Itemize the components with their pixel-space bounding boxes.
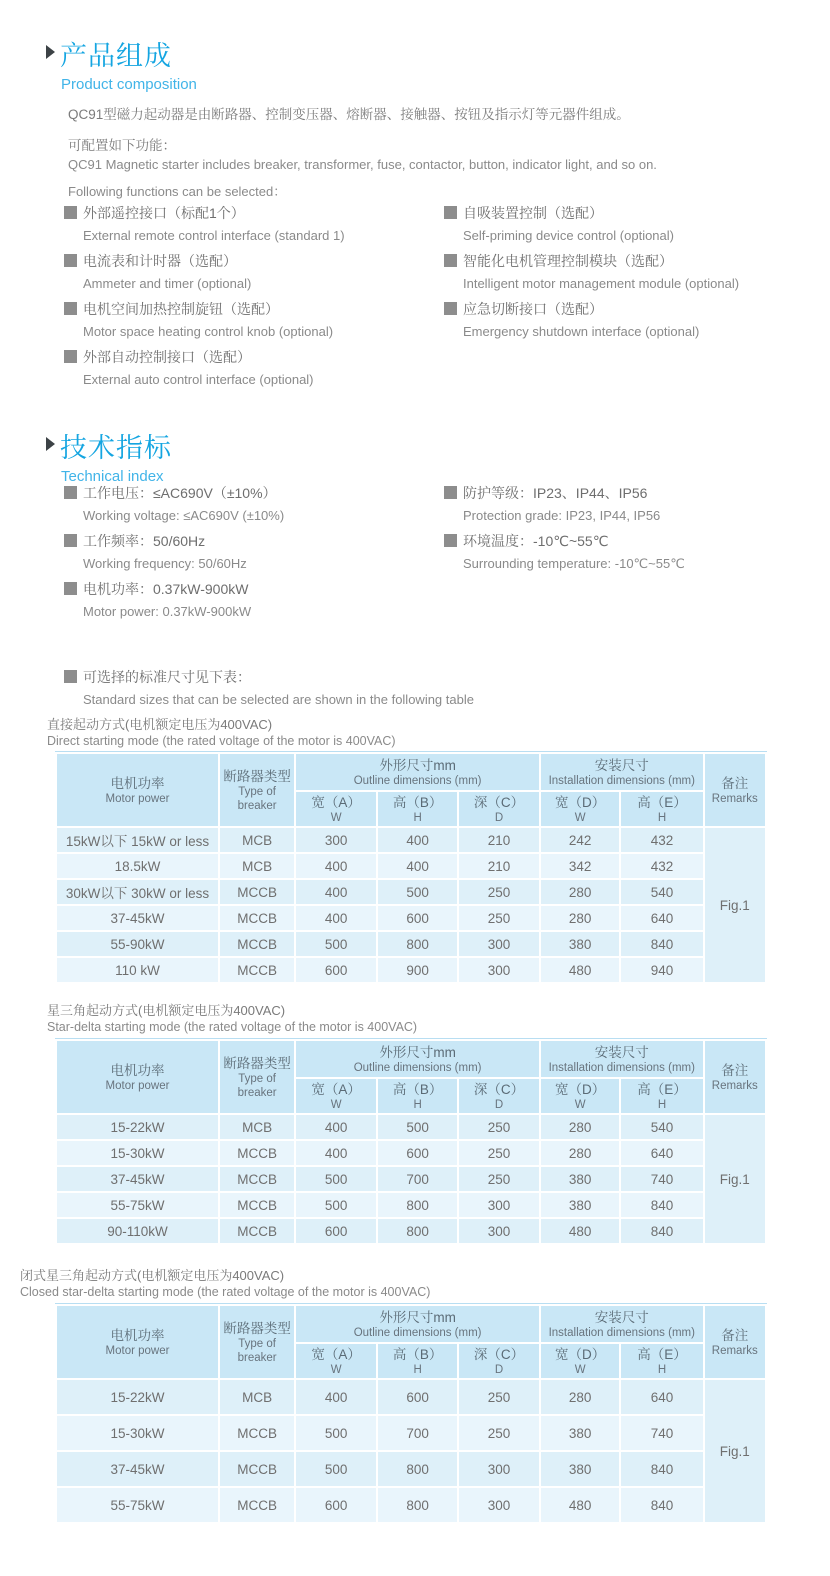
subcol-H: 高（E） H xyxy=(621,1079,702,1113)
table-cell: 15kW以下 15kW or less xyxy=(57,828,218,852)
table-block-star-delta xyxy=(0,1002,767,1245)
subcol-W: 宽（A） W xyxy=(296,1344,376,1378)
section-arrow-icon xyxy=(46,437,55,451)
table-cell: 55-90kW xyxy=(57,932,218,956)
table-row xyxy=(57,932,765,956)
table-cell: 280 xyxy=(541,1115,619,1139)
bullet-square-icon xyxy=(64,582,77,595)
section-arrow-icon xyxy=(46,45,55,59)
col-breaker-type: 断路器类型 Type of breaker xyxy=(220,754,294,826)
spec-item xyxy=(64,530,444,574)
dimensions-table xyxy=(55,751,767,984)
col-breaker-type: 断路器类型 Type of breaker xyxy=(220,1306,294,1378)
table-row xyxy=(57,854,765,878)
table-cell: MCB xyxy=(220,1380,294,1414)
table-cell: MCCB xyxy=(220,1452,294,1486)
spec-item-zh: 电机功率：0.37kW-900kW xyxy=(83,581,249,597)
table-cell: 55-75kW xyxy=(57,1488,218,1522)
table-cell: 30kW以下 30kW or less xyxy=(57,880,218,904)
table-cell: MCCB xyxy=(220,1193,294,1217)
table-cell: 342 xyxy=(541,854,619,878)
table-row xyxy=(57,828,765,852)
table-cell: 90-110kW xyxy=(57,1219,218,1243)
table-cell: 600 xyxy=(296,1488,376,1522)
col-outline-dimensions: 外形尺寸mm Outline dimensions (mm) xyxy=(296,1306,539,1342)
table-cell: MCCB xyxy=(220,1219,294,1243)
table-cell: 900 xyxy=(378,958,457,982)
table-caption-zh: 直接起动方式(电机额定电压为400VAC) xyxy=(47,717,273,732)
remarks-cell: Fig.1 xyxy=(705,1380,765,1522)
table-cell: 500 xyxy=(378,880,457,904)
table-cell: 500 xyxy=(296,1416,376,1450)
feature-item-zh: 自吸装置控制（选配） xyxy=(463,205,603,221)
table-cell: 250 xyxy=(459,880,539,904)
subcol-D: 深（C） D xyxy=(459,792,539,826)
table-row xyxy=(57,958,765,982)
bullet-square-icon xyxy=(444,206,457,219)
table-cell: 300 xyxy=(459,1452,539,1486)
table-row xyxy=(57,1488,765,1522)
table-caption-en: Closed star-delta starting mode (the rated voltage of the motor is 400VAC) xyxy=(20,1285,431,1299)
table-cell: 500 xyxy=(378,1115,457,1139)
table-cell: 500 xyxy=(296,1452,376,1486)
feature-item xyxy=(64,202,444,246)
remarks-cell: Fig.1 xyxy=(705,1115,765,1243)
feature-list-left xyxy=(64,202,444,394)
table-row xyxy=(57,1452,765,1486)
table-cell: 110 kW xyxy=(57,958,218,982)
table-cell: 15-30kW xyxy=(57,1141,218,1165)
table-cell: 250 xyxy=(459,1115,539,1139)
table-row xyxy=(57,1141,765,1165)
subcol-W: 宽（A） W xyxy=(296,1079,376,1113)
composition-paragraph: QC91型磁力起动器是由断路器、控制变压器、熔断器、接触器、按钮及指示灯等元器件组成。 xyxy=(68,106,630,122)
col-remarks: 备注 Remarks xyxy=(705,1306,765,1378)
bullet-square-icon xyxy=(444,254,457,267)
composition-paragraph: 可配置如下功能： xyxy=(68,137,176,153)
table-cell: 500 xyxy=(296,1193,376,1217)
dimensions-table xyxy=(55,1303,767,1524)
col-outline-dimensions: 外形尺寸mm Outline dimensions (mm) xyxy=(296,754,539,790)
table-cell: 432 xyxy=(621,854,702,878)
table-cell: 210 xyxy=(459,828,539,852)
table-cell: 250 xyxy=(459,1167,539,1191)
feature-item-zh: 电流表和计时器（选配） xyxy=(83,253,237,269)
bullet-square-icon xyxy=(64,206,77,219)
table-cell: 840 xyxy=(621,1452,702,1486)
table-cell: 540 xyxy=(621,1115,702,1139)
table-cell: 600 xyxy=(378,906,457,930)
bullet-square-icon xyxy=(64,486,77,499)
table-cell: 300 xyxy=(459,1488,539,1522)
table-cell: 37-45kW xyxy=(57,906,218,930)
table-cell: 600 xyxy=(296,958,376,982)
table-block-direct-starting xyxy=(0,716,767,984)
table-cell: 700 xyxy=(378,1167,457,1191)
bullet-square-icon xyxy=(444,534,457,547)
subcol-W: 宽（D） W xyxy=(541,1344,619,1378)
table-cell: MCCB xyxy=(220,1488,294,1522)
dimensions-table xyxy=(55,1038,767,1245)
spec-item xyxy=(444,482,824,526)
table-cell: 300 xyxy=(296,828,376,852)
table-row xyxy=(57,1193,765,1217)
table-cell: 640 xyxy=(621,906,702,930)
table-row xyxy=(57,1115,765,1139)
standard-sizes-note xyxy=(64,666,474,713)
table-cell: 432 xyxy=(621,828,702,852)
table-cell: 15-22kW xyxy=(57,1115,218,1139)
spec-item-zh: 工作电压：≤AC690V（±10%） xyxy=(83,485,277,501)
table-cell: MCB xyxy=(220,828,294,852)
table-cell: 400 xyxy=(296,1380,376,1414)
table-cell: 400 xyxy=(296,1115,376,1139)
table-cell: 600 xyxy=(378,1380,457,1414)
spec-item-zh: 环境温度：-10℃~55℃ xyxy=(463,533,609,549)
bullet-square-icon xyxy=(64,302,77,315)
table-caption-zh: 星三角起动方式(电机额定电压为400VAC) xyxy=(47,1003,286,1018)
composition-paragraph: QC91 Magnetic starter includes breaker, transformer, fuse, contactor, button, indicator light, and so on. xyxy=(68,157,657,172)
table-block-closed-star-delta xyxy=(0,1267,767,1524)
table-caption-zh: 闭式星三角起动方式(电机额定电压为400VAC) xyxy=(20,1268,285,1283)
table-cell: 400 xyxy=(296,906,376,930)
col-motor-power: 电机功率 Motor power xyxy=(57,754,218,826)
table-cell: MCCB xyxy=(220,932,294,956)
subcol-D: 深（C） D xyxy=(459,1079,539,1113)
table-cell: MCCB xyxy=(220,1167,294,1191)
col-installation-dimensions: 安装尺寸 Installation dimensions (mm) xyxy=(541,1306,703,1342)
feature-list-right xyxy=(444,202,824,346)
table-row xyxy=(57,906,765,930)
feature-item-zh: 外部遥控接口（标配1个） xyxy=(83,205,245,221)
feature-item xyxy=(444,202,824,246)
feature-item xyxy=(64,250,444,294)
table-cell: 380 xyxy=(541,1167,619,1191)
feature-item-en: Self-priming device control (optional) xyxy=(463,228,674,243)
table-cell: 800 xyxy=(378,1488,457,1522)
table-cell: 37-45kW xyxy=(57,1167,218,1191)
table-cell: 300 xyxy=(459,958,539,982)
feature-item-en: External auto control interface (optional) xyxy=(83,372,314,387)
table-cell: MCB xyxy=(220,1115,294,1139)
spec-item-en: Working voltage: ≤AC690V (±10%) xyxy=(83,508,285,523)
table-cell: 400 xyxy=(378,828,457,852)
section-title-zh: 技术指标 xyxy=(60,433,172,463)
bullet-square-icon xyxy=(444,302,457,315)
table-cell: 15-22kW xyxy=(57,1380,218,1414)
table-cell: 280 xyxy=(541,1380,619,1414)
table-cell: 840 xyxy=(621,1219,702,1243)
table-cell: 380 xyxy=(541,932,619,956)
table-cell: 800 xyxy=(378,1193,457,1217)
table-cell: 250 xyxy=(459,1380,539,1414)
table-cell: 800 xyxy=(378,932,457,956)
section-title-en: Technical index xyxy=(61,468,164,485)
section-product-composition-header xyxy=(46,34,197,93)
feature-item-en: Motor space heating control knob (optional) xyxy=(83,324,334,339)
spec-item-en: Motor power: 0.37kW-900kW xyxy=(83,604,252,619)
table-cell: 250 xyxy=(459,1141,539,1165)
subcol-W: 宽（D） W xyxy=(541,1079,619,1113)
table-cell: MCCB xyxy=(220,958,294,982)
bullet-square-icon xyxy=(64,350,77,363)
spec-item-en: Surrounding temperature: -10℃~55℃ xyxy=(463,556,685,571)
subcol-H: 高（B） H xyxy=(378,1344,457,1378)
section-title-en: Product composition xyxy=(61,76,197,93)
feature-item-en: Intelligent motor management module (optional) xyxy=(463,276,740,291)
table-cell: 740 xyxy=(621,1416,702,1450)
table-cell: MCCB xyxy=(220,1416,294,1450)
table-cell: 300 xyxy=(459,1219,539,1243)
table-cell: 380 xyxy=(541,1452,619,1486)
table-cell: 840 xyxy=(621,1488,702,1522)
feature-item-zh: 应急切断接口（选配） xyxy=(463,301,603,317)
composition-paragraph: Following functions can be selected： xyxy=(68,184,287,199)
table-cell: MCCB xyxy=(220,880,294,904)
col-motor-power: 电机功率 Motor power xyxy=(57,1041,218,1113)
table-cell: 300 xyxy=(459,1193,539,1217)
table-cell: 400 xyxy=(378,854,457,878)
bullet-square-icon xyxy=(444,486,457,499)
spec-item xyxy=(444,530,824,574)
col-breaker-type: 断路器类型 Type of breaker xyxy=(220,1041,294,1113)
table-cell: 700 xyxy=(378,1416,457,1450)
col-installation-dimensions: 安装尺寸 Installation dimensions (mm) xyxy=(541,1041,703,1077)
col-motor-power: 电机功率 Motor power xyxy=(57,1306,218,1378)
bullet-square-icon xyxy=(64,254,77,267)
subcol-H: 高（E） H xyxy=(621,792,702,826)
feature-item-zh: 智能化电机管理控制模块（选配） xyxy=(463,253,673,269)
table-cell: 480 xyxy=(541,1219,619,1243)
bullet-square-icon xyxy=(64,534,77,547)
spec-item-en: Working frequency: 50/60Hz xyxy=(83,556,247,571)
feature-item-zh: 外部自动控制接口（选配） xyxy=(83,349,251,365)
table-cell: 400 xyxy=(296,1141,376,1165)
table-row xyxy=(57,1167,765,1191)
table-cell: 500 xyxy=(296,1167,376,1191)
table-row xyxy=(57,1219,765,1243)
col-remarks: 备注 Remarks xyxy=(705,754,765,826)
subcol-W: 宽（A） W xyxy=(296,792,376,826)
table-cell: 210 xyxy=(459,854,539,878)
table-cell: 600 xyxy=(378,1141,457,1165)
sizes-note-en: Standard sizes that can be selected are shown in the following table xyxy=(83,692,474,707)
subcol-H: 高（B） H xyxy=(378,792,457,826)
table-cell: 840 xyxy=(621,932,702,956)
col-remarks: 备注 Remarks xyxy=(705,1041,765,1113)
feature-item-en: Emergency shutdown interface (optional) xyxy=(463,324,700,339)
col-outline-dimensions: 外形尺寸mm Outline dimensions (mm) xyxy=(296,1041,539,1077)
subcol-W: 宽（D） W xyxy=(541,792,619,826)
table-cell: 280 xyxy=(541,906,619,930)
table-cell: 242 xyxy=(541,828,619,852)
table-cell: MCCB xyxy=(220,1141,294,1165)
table-cell: 840 xyxy=(621,1193,702,1217)
subcol-H: 高（B） H xyxy=(378,1079,457,1113)
table-cell: 480 xyxy=(541,1488,619,1522)
table-caption-en: Direct starting mode (the rated voltage of the motor is 400VAC) xyxy=(47,734,396,748)
table-cell: 800 xyxy=(378,1452,457,1486)
table-cell: 300 xyxy=(459,932,539,956)
table-caption-en: Star-delta starting mode (the rated voltage of the motor is 400VAC) xyxy=(47,1020,418,1034)
table-cell: 250 xyxy=(459,1416,539,1450)
spec-list-left xyxy=(64,482,444,626)
table-cell: 15-30kW xyxy=(57,1416,218,1450)
table-cell: 380 xyxy=(541,1416,619,1450)
subcol-H: 高（E） H xyxy=(621,1344,702,1378)
table-cell: 740 xyxy=(621,1167,702,1191)
spec-item-zh: 工作频率：50/60Hz xyxy=(83,533,206,549)
table-cell: 250 xyxy=(459,906,539,930)
table-cell: MCB xyxy=(220,854,294,878)
feature-item-en: Ammeter and timer (optional) xyxy=(83,276,252,291)
spec-item xyxy=(64,578,444,622)
section-technical-index-header xyxy=(46,426,172,485)
table-cell: 480 xyxy=(541,958,619,982)
table-cell: 280 xyxy=(541,880,619,904)
table-cell: 55-75kW xyxy=(57,1193,218,1217)
feature-item-en: External remote control interface (standard 1) xyxy=(83,228,345,243)
table-row xyxy=(57,1380,765,1414)
feature-item xyxy=(444,250,824,294)
table-cell: 640 xyxy=(621,1380,702,1414)
table-cell: 500 xyxy=(296,932,376,956)
table-cell: 940 xyxy=(621,958,702,982)
feature-item xyxy=(64,346,444,390)
spec-item-en: Protection grade: IP23, IP44, IP56 xyxy=(463,508,661,523)
table-cell: 18.5kW xyxy=(57,854,218,878)
table-cell: 640 xyxy=(621,1141,702,1165)
bullet-square-icon xyxy=(64,670,77,683)
feature-item xyxy=(64,298,444,342)
feature-item xyxy=(444,298,824,342)
feature-item-zh: 电机空间加热控制旋钮（选配） xyxy=(83,301,279,317)
table-cell: 37-45kW xyxy=(57,1452,218,1486)
remarks-cell: Fig.1 xyxy=(705,828,765,982)
section-title-zh: 产品组成 xyxy=(60,41,172,71)
table-cell: 600 xyxy=(296,1219,376,1243)
table-row xyxy=(57,1416,765,1450)
table-cell: 400 xyxy=(296,880,376,904)
spec-list-right xyxy=(444,482,824,578)
table-cell: 800 xyxy=(378,1219,457,1243)
table-cell: MCCB xyxy=(220,906,294,930)
table-cell: 380 xyxy=(541,1193,619,1217)
col-installation-dimensions: 安装尺寸 Installation dimensions (mm) xyxy=(541,754,703,790)
table-cell: 540 xyxy=(621,880,702,904)
spec-item xyxy=(64,482,444,526)
subcol-D: 深（C） D xyxy=(459,1344,539,1378)
table-row xyxy=(57,880,765,904)
table-cell: 400 xyxy=(296,854,376,878)
spec-item-zh: 防护等级：IP23、IP44、IP56 xyxy=(463,485,648,501)
sizes-note-zh: 可选择的标准尺寸见下表： xyxy=(83,669,251,685)
table-cell: 280 xyxy=(541,1141,619,1165)
